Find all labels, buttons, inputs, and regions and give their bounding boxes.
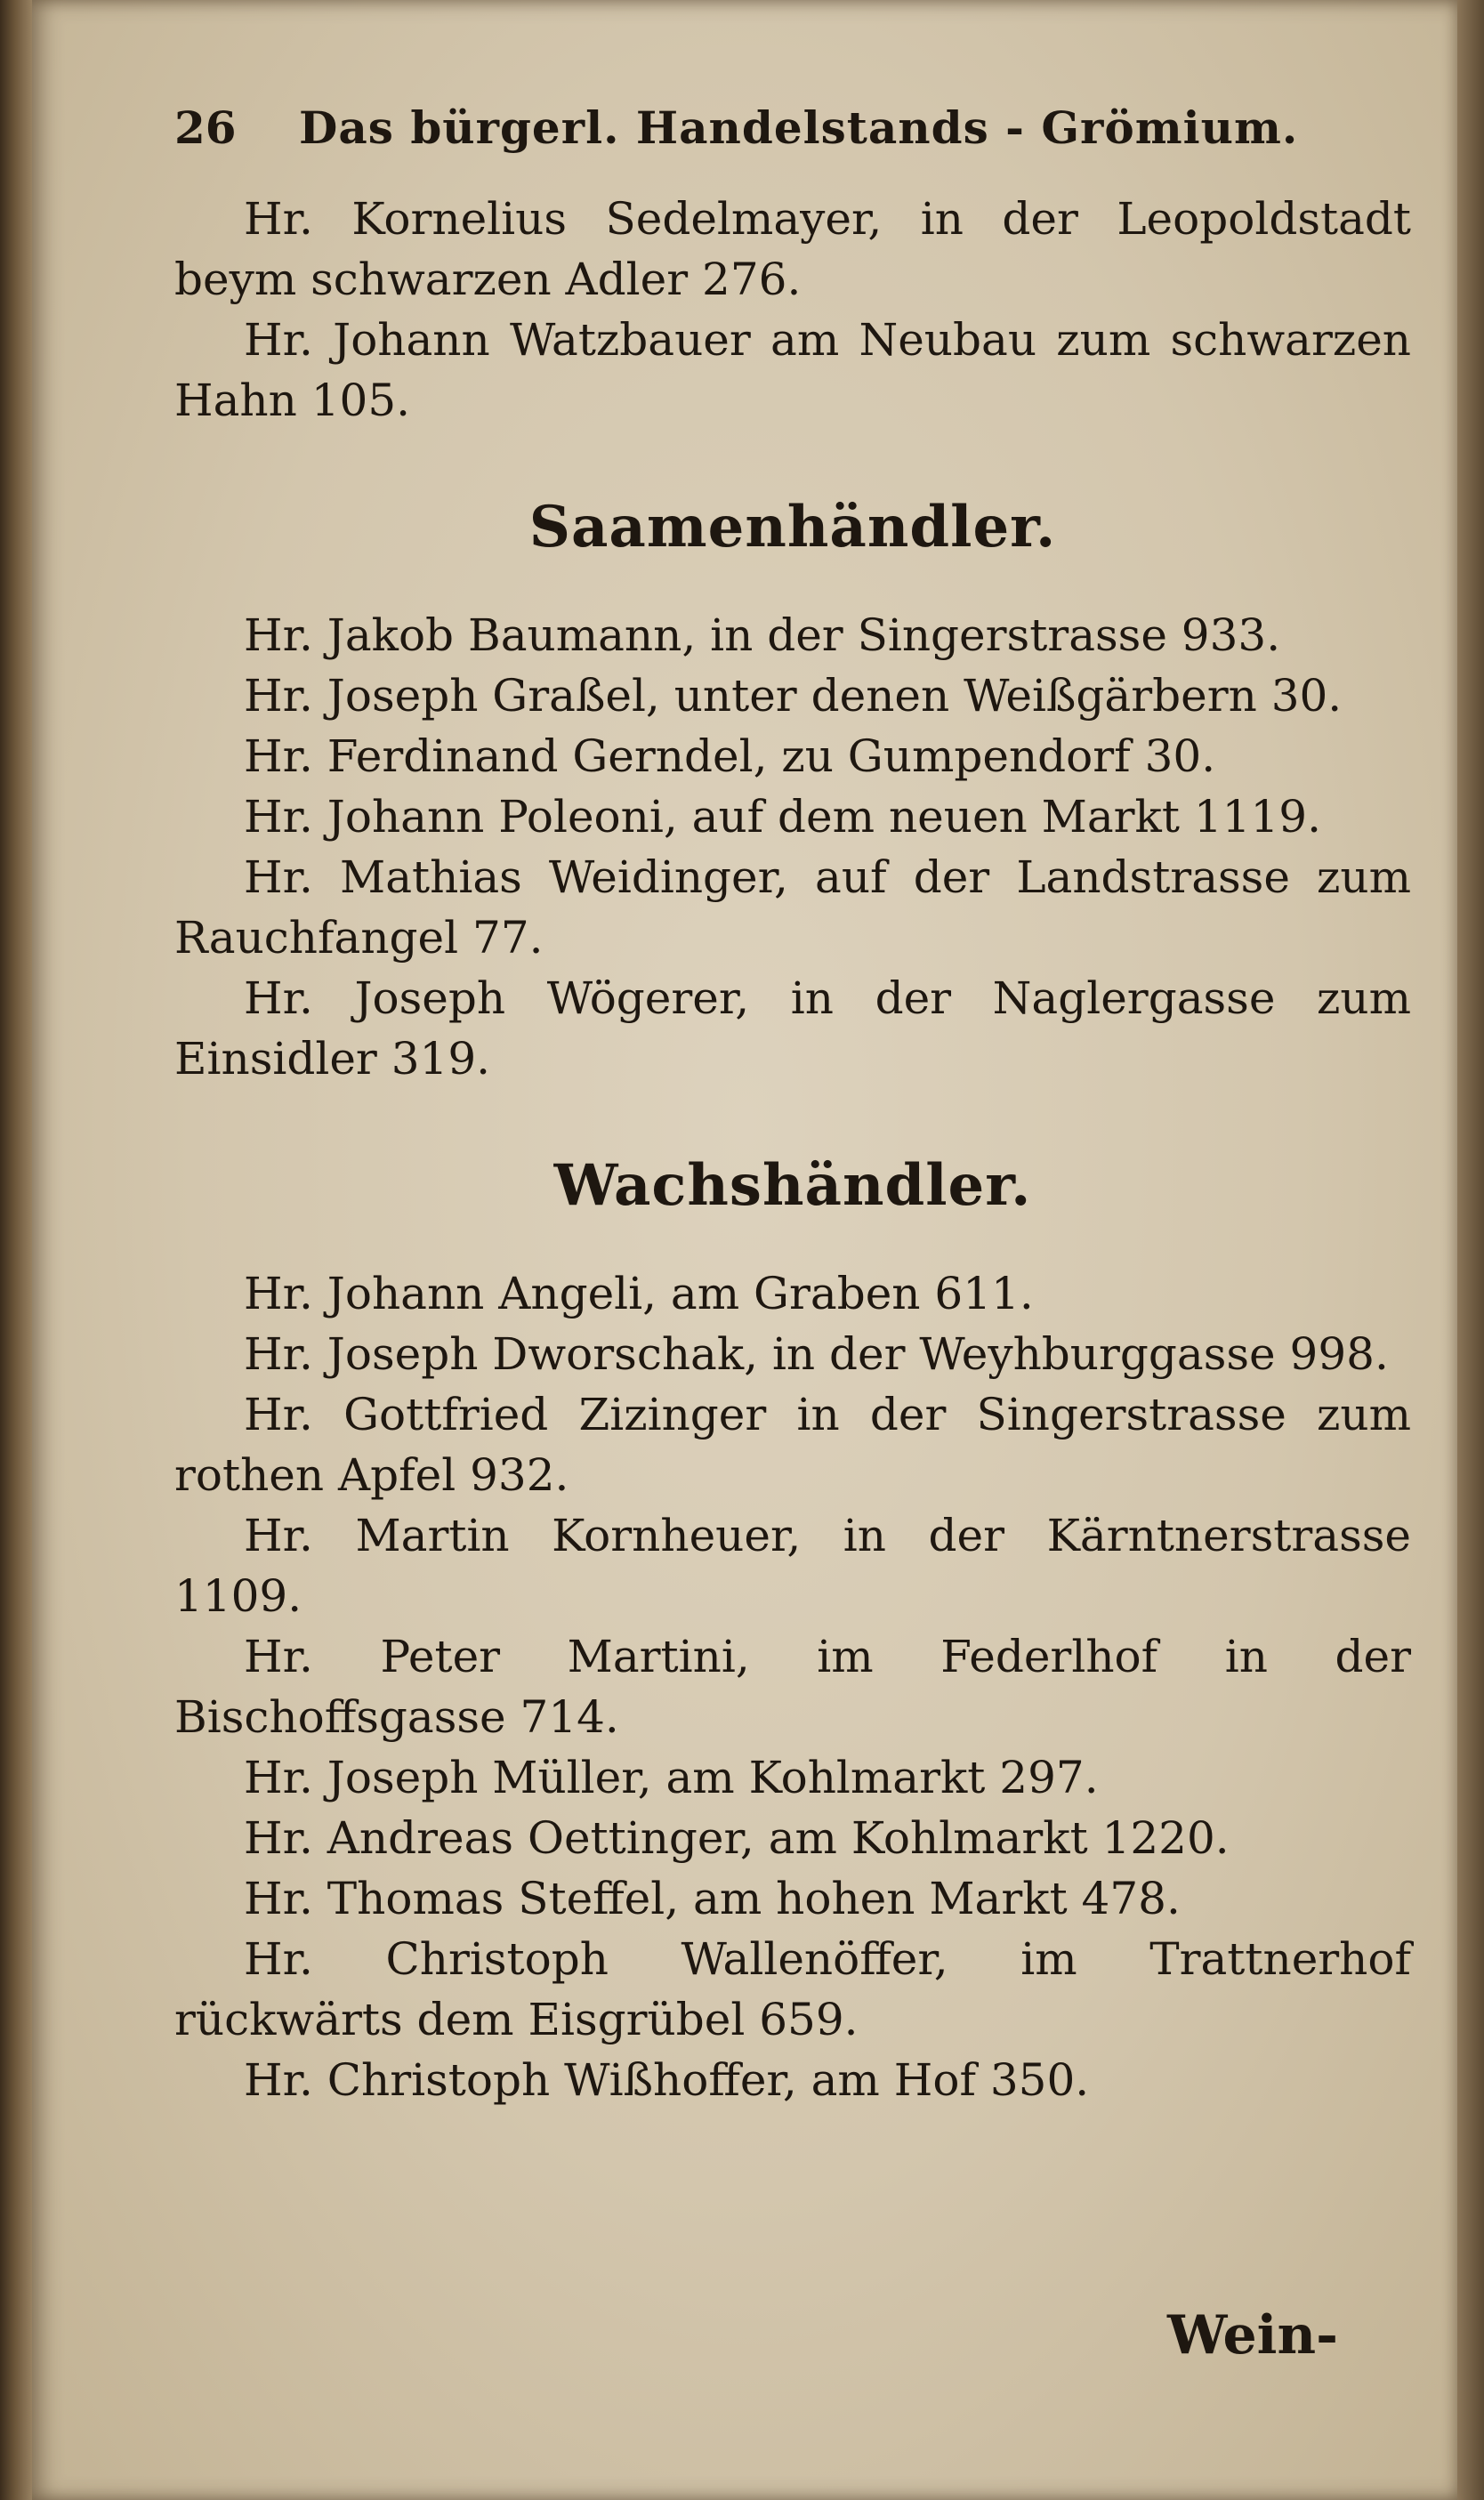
list-item: Hr. Johann Angeli, am Graben 611. [244,1268,1034,1319]
list-item: Hr. Thomas Steffel, am hohen Markt 478. [244,1873,1181,1924]
list-item: Hr. Joseph Graßel, unter denen Weißgärbern 30. [244,670,1343,722]
page-number: 26 [174,101,237,154]
list-item: Hr. Jakob Baumann, in der Singerstrasse 933. [244,609,1281,661]
list-item: Hr. Johann Poleoni, auf dem neuen Markt 1119. [244,791,1321,843]
list-item: Hr. Andreas Oettinger, am Kohlmarkt 1220. [244,1812,1230,1864]
list-item: Hr. Kornelius Sedelmayer, in der Leopoldstadt beym schwarzen Adler 276. [174,193,1411,305]
list-item: Hr. Joseph Müller, am Kohlmarkt 297. [244,1752,1099,1803]
list-item: Hr. Gottfried Zizinger in der Singerstrasse zum rothen Apfel 932. [174,1389,1411,1501]
list-item: Hr. Johann Watzbauer am Neubau zum schwarzen Hahn 105. [174,314,1411,426]
book-page [32,0,1459,2500]
list-item: Hr. Joseph Wögerer, in der Naglergasse zum Einsidler 319. [174,972,1411,1085]
list-item: Hr. Christoph Wallenöffer, im Trattnerhof rückwärts dem Eisgrübel 659. [174,1933,1411,2045]
list-item: Hr. Joseph Dworschak, in der Weyhburggasse 998. [244,1328,1389,1380]
book-spine [0,0,36,2500]
list-item: Hr. Martin Kornheuer, in der Kärntnerstrasse 1109. [174,1510,1411,1622]
list-item: Hr. Peter Martini, im Federlhof in der Bischoffsgasse 714. [174,1631,1411,1743]
list-item: Hr. Christoph Wißhoffer, am Hof 350. [244,2054,1090,2106]
section-title-wachshaendler: Wachshändler. [553,1152,1032,1219]
section-title-saamenhaendler: Saamenhändler. [528,494,1057,560]
running-title: Das bürgerl. Handelstands - Grömium. [299,101,1299,154]
page-text [174,98,1411,2110]
list-item: Hr. Mathias Weidinger, auf der Landstrasse zum Rauchfangel 77. [174,851,1411,964]
list-item: Hr. Ferdinand Gerndel, zu Gumpendorf 30. [244,730,1216,782]
page-header [174,98,1411,158]
page-edge [1457,0,1484,2500]
catchword: Wein- [1167,2304,1338,2367]
